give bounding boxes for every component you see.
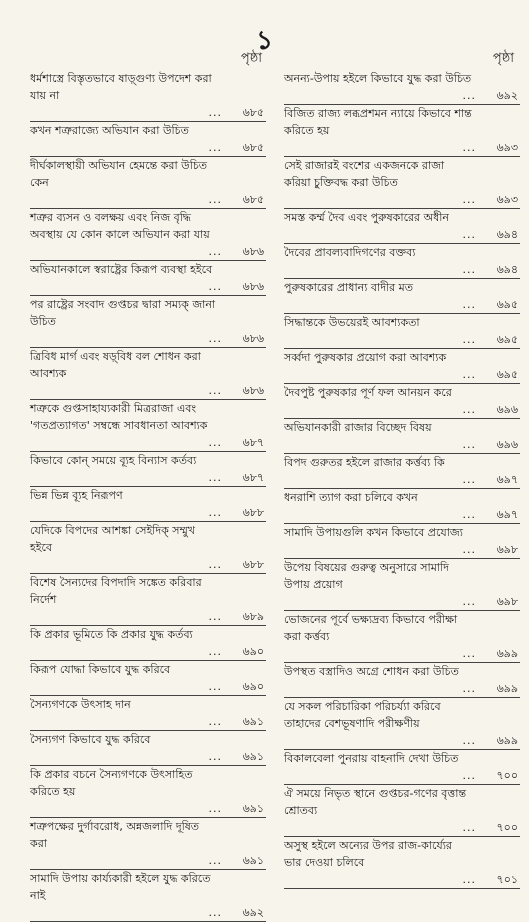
toc-entry [284,837,520,889]
entry-tail [284,471,518,488]
toc-entry [30,70,266,122]
entry-page-number: ৬৯৭ [496,473,518,486]
leader-dots: ... [462,141,476,154]
entry-tail [284,871,518,888]
toc-entry [30,122,266,157]
entry-tail [284,401,518,418]
toc-entry [30,626,266,661]
toc-entry [284,559,520,611]
left-column-header: পৃষ্ঠা [240,51,262,66]
leader-dots: ... [462,333,476,346]
entry-tail [284,541,518,558]
entry-tail [30,278,264,295]
entry-tail [284,331,518,348]
entry-tail [30,504,264,521]
leader-dots: ... [208,384,222,397]
toc-entry [284,70,520,105]
toc-entry [284,384,520,419]
leader-dots: ... [462,595,476,608]
entry-title: সৈন্যগণ কিভাবে যুদ্ধ করিবে [30,733,151,746]
entry-title: কি প্রকার বচনে সৈন্যগণকে উৎসাহিত করিতে হয় [30,768,193,798]
entry-tail [284,366,518,383]
leader-dots: ... [462,368,476,381]
leader-dots: ... [462,89,476,102]
leader-dots: ... [462,821,476,834]
entry-page-number: ৬৯৪ [496,228,518,241]
entry-title: বিশেষ সৈন্যদের বিপদাদি সঙ্কেত করিবার নির্দেশ [30,576,202,606]
entry-tail [284,506,518,523]
entry-title: উপস্থত বস্ত্রাদিও অগ্রে শোধন করা উচিত [284,665,459,678]
entry-tail [30,608,264,625]
entry-tail [30,713,264,730]
toc-entry [30,452,266,487]
leader-dots: ... [208,106,222,119]
leader-dots: ... [208,906,222,919]
toc-entry [284,454,520,489]
entry-title: সৈন্যগণকে উৎসাহ দান [30,698,131,711]
right-column-header: পৃষ্ঠা [492,51,514,66]
entry-page-number: ৬৯৯ [496,647,518,660]
entry-tail [30,800,264,817]
toc-entry [30,261,266,296]
entry-tail [284,261,518,278]
toc-entry [30,574,266,626]
leader-dots: ... [462,647,476,660]
leader-dots: ... [208,506,222,519]
leader-dots: ... [462,873,476,886]
entry-page-number: ৬৯৮ [496,543,518,556]
entry-title: সামাদি উপায়গুলি কখন কিভাবে প্রযোজ্য [284,526,463,539]
entry-page-number: ৬৯১ [242,802,264,815]
entry-page-number: ৬৮৮ [242,506,264,519]
entry-page-number: ৬৯৬ [496,403,518,416]
toc-entry [30,209,266,261]
leader-dots: ... [462,543,476,556]
page-number: ১ [256,26,273,56]
toc-entry [284,611,520,663]
entry-title: উপেয় বিষয়ের গুরুত্ব অনুসারে সামাদি উপায় প্রয়োগ [284,561,449,591]
entry-title: অভিযানকারী রাজার বিচ্ছেদ বিষয় [284,421,432,434]
entry-title: কখন শত্রুরাজ্যে অভিযান করা উচিত [30,124,189,137]
left-column [30,48,266,922]
entry-title: বিপদ গুরুতর হইলে রাজার কর্ত্তব্য কি [284,456,445,469]
entry-title: ঐ সময়ে নিভৃত স্থানে গুপ্তচর-গণের বৃত্তান্ত শ্রোতব্য [284,787,467,817]
entry-title: বিজিত রাজ্য লব্ধপ্রশমন ন্যায়ে কিভাবে শান্ত করিতে হয় [284,107,472,137]
leader-dots: ... [462,263,476,276]
left-entries-list [30,70,266,922]
entry-tail [284,819,518,836]
toc-entry [30,696,266,731]
toc-entry [284,524,520,559]
toc-entry [30,487,266,522]
entry-page-number: ৬৮৫ [242,193,264,206]
toc-entry [284,663,520,698]
entry-title: কিভাবে কোন্ সময়ে ব্যূহ বিন্যাস কর্তব্য [30,454,197,467]
leader-dots: ... [462,228,476,241]
entry-title: সামাদি উপায় কার্য্যকারী হইলে যুদ্ধ করিতে নাই [30,872,211,902]
leader-dots: ... [208,141,222,154]
entry-tail [284,436,518,453]
entry-tail [30,469,264,486]
leader-dots: ... [462,769,476,782]
entry-title: ধনরাশি ত্যাগ করা চলিবে কখন [284,491,418,504]
toc-entry [30,348,266,400]
toc-entry [284,419,520,454]
entry-page-number: ৬৯৯ [496,734,518,747]
entry-title: সেই রাজারই বংশের একজনকে রাজা করিয়া চুক্তিবদ্ধ করা উচিত [284,159,445,189]
entry-page-number: ৬৯৭ [496,508,518,521]
entry-page-number: ৬৯২ [242,906,264,919]
entry-tail [30,434,264,451]
leader-dots: ... [208,193,222,206]
toc-entry [284,314,520,349]
toc-entry [30,400,266,452]
entry-tail [30,904,264,921]
entry-page-number: ৬৮৫ [242,106,264,119]
toc-entry [284,489,520,524]
entry-title: ভিন্ন ভিন্ন ব্যূহ নিরূপণ [30,489,123,502]
entry-tail [284,139,518,156]
entry-tail [30,678,264,695]
entry-page-number: ৬৯৫ [496,333,518,346]
entry-tail [284,767,518,784]
right-column [284,48,520,889]
entry-page-number: ৬৯৩ [496,141,518,154]
entry-tail [284,593,518,610]
entry-tail [30,748,264,765]
entry-tail [30,852,264,869]
toc-entry [284,750,520,785]
leader-dots: ... [208,715,222,728]
toc-entry [284,279,520,314]
toc-entry [284,209,520,244]
leader-dots: ... [462,193,476,206]
entry-title: দীর্ঘকালস্থায়ী অভিযান হেমন্তে করা উচিত কেন [30,159,208,189]
leader-dots: ... [462,473,476,486]
entry-page-number: ৬৮৫ [242,141,264,154]
entry-tail [30,139,264,156]
entry-title: সমস্ত কর্ম্ম দৈব এবং পুরুষকারের অধীন [284,211,449,224]
entry-tail [284,296,518,313]
entry-page-number: ৭০১ [496,873,518,886]
entry-title: ভোজনের পূর্বে ভক্ষ্যদ্রব্য কিভাবে পরীক্ষা করা কর্ত্তব্য [284,613,458,643]
toc-entry [284,349,520,384]
leader-dots: ... [208,680,222,693]
toc-entry [30,157,266,209]
leader-dots: ... [462,438,476,451]
entry-title: শত্রুর ব্যসন ও বলক্ষয় এবং নিজ বৃদ্ধি অবস্থায় যে কোন কালে অভিযান করা যায় [30,211,210,241]
entry-title: যেদিকে বিপদের আশঙ্কা সেইদিক্ সম্মুখ হইবে [30,524,195,554]
entry-page-number: ৬৯৫ [496,298,518,311]
entry-page-number: ৬৯১ [242,715,264,728]
toc-entry [284,157,520,209]
toc-entry [284,698,520,750]
entry-tail [284,680,518,697]
toc-entry [30,296,266,348]
leader-dots: ... [208,610,222,623]
entry-title: যে সকল পরিচারিকা পরিচর্য্যা করিবে তাহাদের বেশভূষণাদি পরীক্ষণীয় [284,700,441,730]
entry-page-number: ৭০০ [496,821,518,834]
entry-title: ধর্মশাস্ত্রে বিস্তৃতভাবে ষাড়্‌গুণ্য উপদেশ করা যায় না [30,72,212,102]
toc-entry [30,818,266,870]
entry-page-number: ৬৮৯ [242,610,264,623]
entry-title: ত্রিবিধ মার্গ এবং ষড়্‌বিধ বল শোধন করা আবশ্যক [30,350,201,380]
entry-tail [284,645,518,662]
entry-page-number: ৭০০ [496,769,518,782]
entry-title: অনন্য-উপায় হইলে কিভাবে যুদ্ধ করা উচিত [284,72,472,85]
leader-dots: ... [208,245,222,258]
entry-page-number: ৬৯১ [242,750,264,763]
entry-page-number: ৬৯০ [242,680,264,693]
entry-tail [30,330,264,347]
leader-dots: ... [462,508,476,521]
leader-dots: ... [208,558,222,571]
entry-page-number: ৬৯৬ [496,438,518,451]
entry-page-number: ৬৯১ [242,854,264,867]
toc-entry [30,661,266,696]
entry-page-number: ৬৯৯ [496,682,518,695]
toc-entry [30,522,266,574]
entry-title: পুরুষকারের প্রাধান্য বাদীর মত [284,281,414,294]
entry-page-number: ৬৯২ [496,89,518,102]
leader-dots: ... [208,750,222,763]
leader-dots: ... [462,734,476,747]
leader-dots: ... [462,403,476,416]
entry-title: শত্রুকে গুপ্তসাহায্যকারী মিত্ররাজা এবং 'গতপ্রত্যাগত' সম্বন্ধে সাবধানতা আবশ্যক [30,402,208,432]
entry-title: কি প্রকার ভূমিতে কি প্রকার যুদ্ধ কর্তব্য [30,628,193,641]
entry-tail [284,732,518,749]
entry-page-number: ৬৯৫ [496,368,518,381]
entry-tail [30,243,264,260]
entry-page-number: ৬৯০ [242,645,264,658]
entry-title: পর রাষ্ট্রের সংবাদ গুপ্তচর দ্বারা সম্যক্ জানা উচিত [30,298,216,328]
entry-tail [30,382,264,399]
entry-title: সিদ্ধান্তকে উভয়েরই আবশ্যকতা [284,316,420,329]
entry-tail [30,104,264,121]
toc-entry [30,870,266,922]
leader-dots: ... [462,682,476,695]
entry-tail [284,226,518,243]
entry-page-number: ৬৮৬ [242,280,264,293]
entry-tail [30,191,264,208]
entry-tail [284,191,518,208]
leader-dots: ... [208,471,222,484]
leader-dots: ... [208,280,222,293]
entry-page-number: ৬৯৪ [496,263,518,276]
entry-title: সর্ব্বদা পুরুষকার প্রয়োগ করা আবশ্যক [284,351,447,364]
entry-title: অসুস্থ হইলে অন্যের উপর রাজ-কার্য্যের ভার দেওয়া চলিবে [284,839,452,869]
entry-tail [284,87,518,104]
toc-entry [284,105,520,157]
entry-title: কিরূপ যোদ্ধা কিভাবে যুদ্ধ করিবে [30,663,171,676]
entry-title: বিকালবেলা পুনরায় বাহনাদি দেখা উচিত [284,752,459,765]
entry-page-number: ৬৮৬ [242,332,264,345]
entry-page-number: ৬৯৮ [496,595,518,608]
entry-tail [30,643,264,660]
entry-title: অভিযানকালে স্বরাষ্ট্রের কিরূপ ব্যবস্থা হইবে [30,263,213,276]
entry-page-number: ৬৯৩ [496,193,518,206]
leader-dots: ... [208,802,222,815]
entry-tail [30,556,264,573]
entry-title: শত্রুপক্ষের দুর্গাবরোধ, অন্নজলাদি দূষিত করা [30,820,200,850]
toc-entry [284,244,520,279]
leader-dots: ... [462,298,476,311]
leader-dots: ... [208,436,222,449]
toc-entry [284,785,520,837]
entry-title: দৈবের প্রাবল্যবাদিগণের বক্তব্য [284,246,416,259]
toc-entry [30,766,266,818]
entry-page-number: ৬৮৬ [242,245,264,258]
entry-page-number: ৬৮৬ [242,384,264,397]
toc-entry [30,731,266,766]
entry-title: দৈবপুষ্ট পুরুষকার পূর্ণ ফল আনয়ন করে [284,386,452,399]
leader-dots: ... [208,332,222,345]
entry-page-number: ৬৮৭ [242,436,264,449]
right-entries-list [284,70,520,889]
entry-page-number: ৬৮৮ [242,558,264,571]
entry-page-number: ৬৮৭ [242,471,264,484]
leader-dots: ... [208,854,222,867]
leader-dots: ... [208,645,222,658]
